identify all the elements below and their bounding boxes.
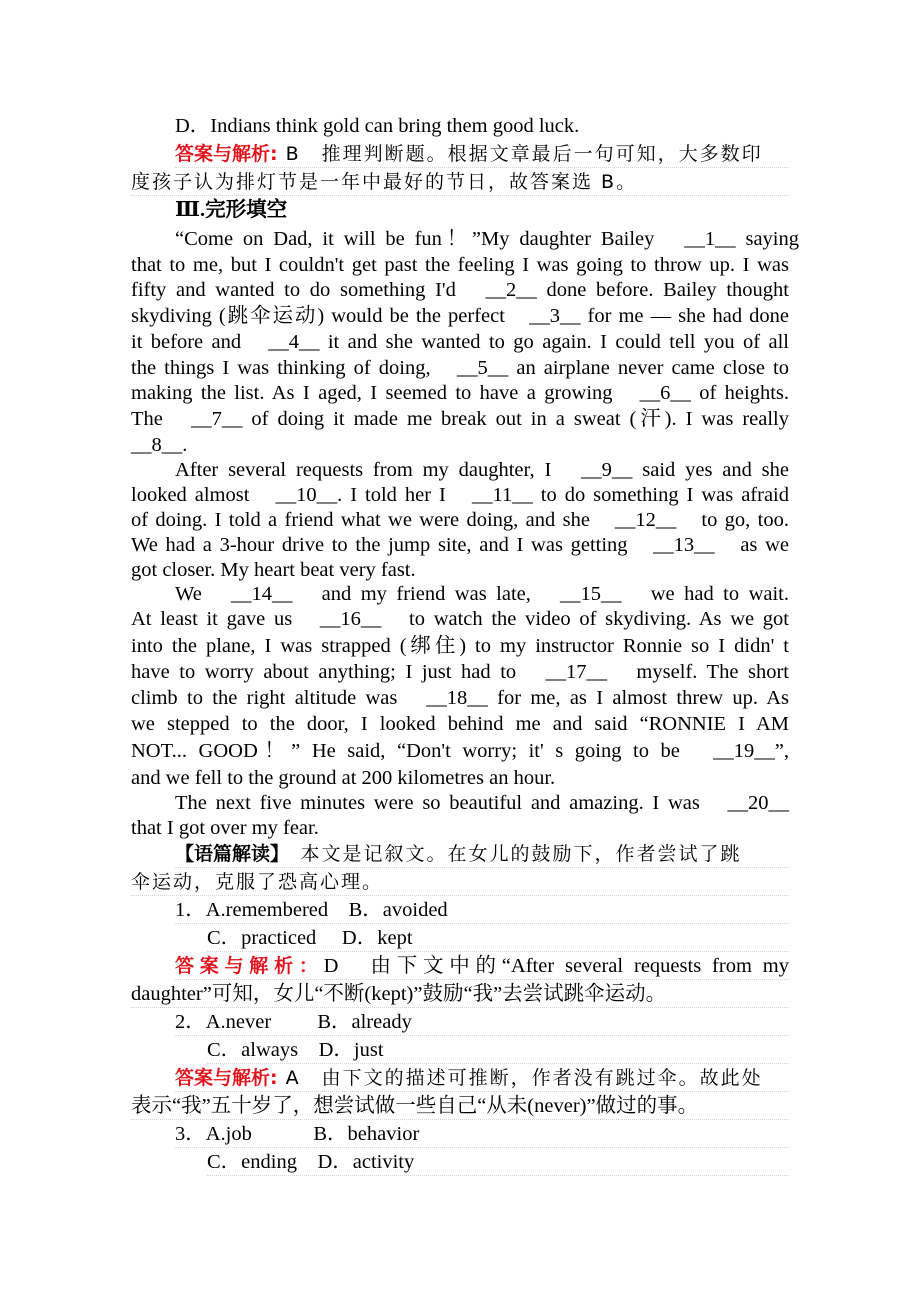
passage-line: that to me, but I couldn't get past the feeling I was going to throw up. I was [131, 254, 789, 276]
answer-text: B 推理判断题。根据文章最后一句可知，大多数印 [277, 143, 763, 165]
question-1-options-row-1: 1．A.remembered B．avoided [175, 897, 789, 924]
passage-line: the things I was thinking of doing, __5__ an airplane never came close to [131, 357, 789, 379]
passage-line: The next five minutes were so beautiful and amazing. I was __20__ [175, 792, 789, 814]
passage-line: After several requests from my daughter, I __9__ said yes and she [175, 459, 789, 481]
passage-line: of doing. I told a friend what we were doing, and she __12__ to go, too. [131, 509, 789, 531]
reading-text: 本文是记叙文。在女儿的鼓励下，作者尝试了跳 [279, 843, 742, 865]
question-2-options-row-2: C．always D．just [207, 1037, 789, 1064]
question-2-answer-line-1 [175, 1065, 789, 1092]
passage-line: The __7__ of doing it made me break out in a sweat (汗). I was really [131, 408, 789, 430]
answer-text: A 由下文的描述可推断，作者没有跳过伞。故此处 [277, 1067, 763, 1089]
answer-text: D 由下文中的“After several requests from my [323, 955, 789, 977]
section-title: Ⅲ.完形填空 [175, 199, 288, 221]
passage-line: climb to the right altitude was __18__ for me, as I almost threw up. As [131, 687, 789, 709]
passage-line: that I got over my fear. [131, 817, 319, 839]
previous-answer-line-1 [175, 141, 789, 168]
passage-line: NOT... GOOD！” He said, “Don't worry; it' s going to be __19__”, [131, 740, 789, 762]
passage-line: We __14__ and my friend was late, __15__ we had to wait. [175, 583, 789, 605]
passage-line: looked almost __10__. I told her I __11__ to do something I was afraid [131, 484, 789, 506]
answer-label: 答案与解析: [175, 143, 278, 165]
passage-line: fifty and wanted to do something I'd __2__ done before. Bailey thought [131, 279, 789, 301]
question-1-answer-line-2: daughter”可知，女儿“不断(kept)”鼓励“我”去尝试跳伞运动。 [131, 981, 789, 1008]
passage-line: and we fell to the ground at 200 kilometres an hour. [131, 767, 556, 789]
question-2-options-row-1: 2．A.never B．already [175, 1009, 789, 1036]
reading-label: 【语篇解读】 [175, 843, 280, 865]
passage-line: We had a 3-hour drive to the jump site, and I was getting __13__ as we [131, 534, 789, 556]
reading-analysis-line-1 [175, 841, 789, 868]
passage-line: At least it gave us __16__ to watch the video of skydiving. As we got [131, 608, 789, 630]
passage-line: into the plane, I was strapped (绑住) to my instructor Ronnie so I didn' t [131, 635, 789, 657]
question-1-answer-line-1 [175, 953, 789, 980]
reading-analysis-line-2: 伞运动，克服了恐高心理。 [131, 869, 789, 896]
passage-line: making the list. As I aged, I seemed to have a growing __6__ of heights. [131, 382, 789, 404]
question-3-options-row-2: C．ending D．activity [207, 1149, 789, 1176]
passage-line: have to worry about anything; I just had to __17__ myself. The short [131, 661, 789, 683]
previous-answer-line-2: 度孩子认为排灯节是一年中最好的节日，故答案选 B。 [131, 169, 789, 196]
answer-label: 答案与解析： [175, 955, 324, 977]
passage-line: __8__. [131, 434, 188, 456]
answer-label: 答案与解析: [175, 1067, 278, 1089]
previous-option-d: D．Indians think gold can bring them good luck. [175, 115, 580, 137]
question-2-answer-line-2: 表示“我”五十岁了，想尝试做一些自己“从未(never)”做过的事。 [131, 1093, 789, 1120]
passage-line: “Come on Dad, it will be fun！”My daughter Bailey __1__ saying [175, 228, 799, 250]
passage-line: skydiving (跳伞运动) would be the perfect __3__ for me — she had done [131, 305, 789, 327]
question-1-options-row-2: C．practiced D．kept [207, 925, 789, 952]
question-3-options-row-1: 3．A.job B．behavior [175, 1121, 789, 1148]
passage-line: we stepped to the door, I looked behind me and said “RONNIE I AM [131, 713, 789, 735]
passage-line: it before and __4__ it and she wanted to go again. I could tell you of all [131, 331, 789, 353]
passage-line: got closer. My heart beat very fast. [131, 559, 416, 581]
